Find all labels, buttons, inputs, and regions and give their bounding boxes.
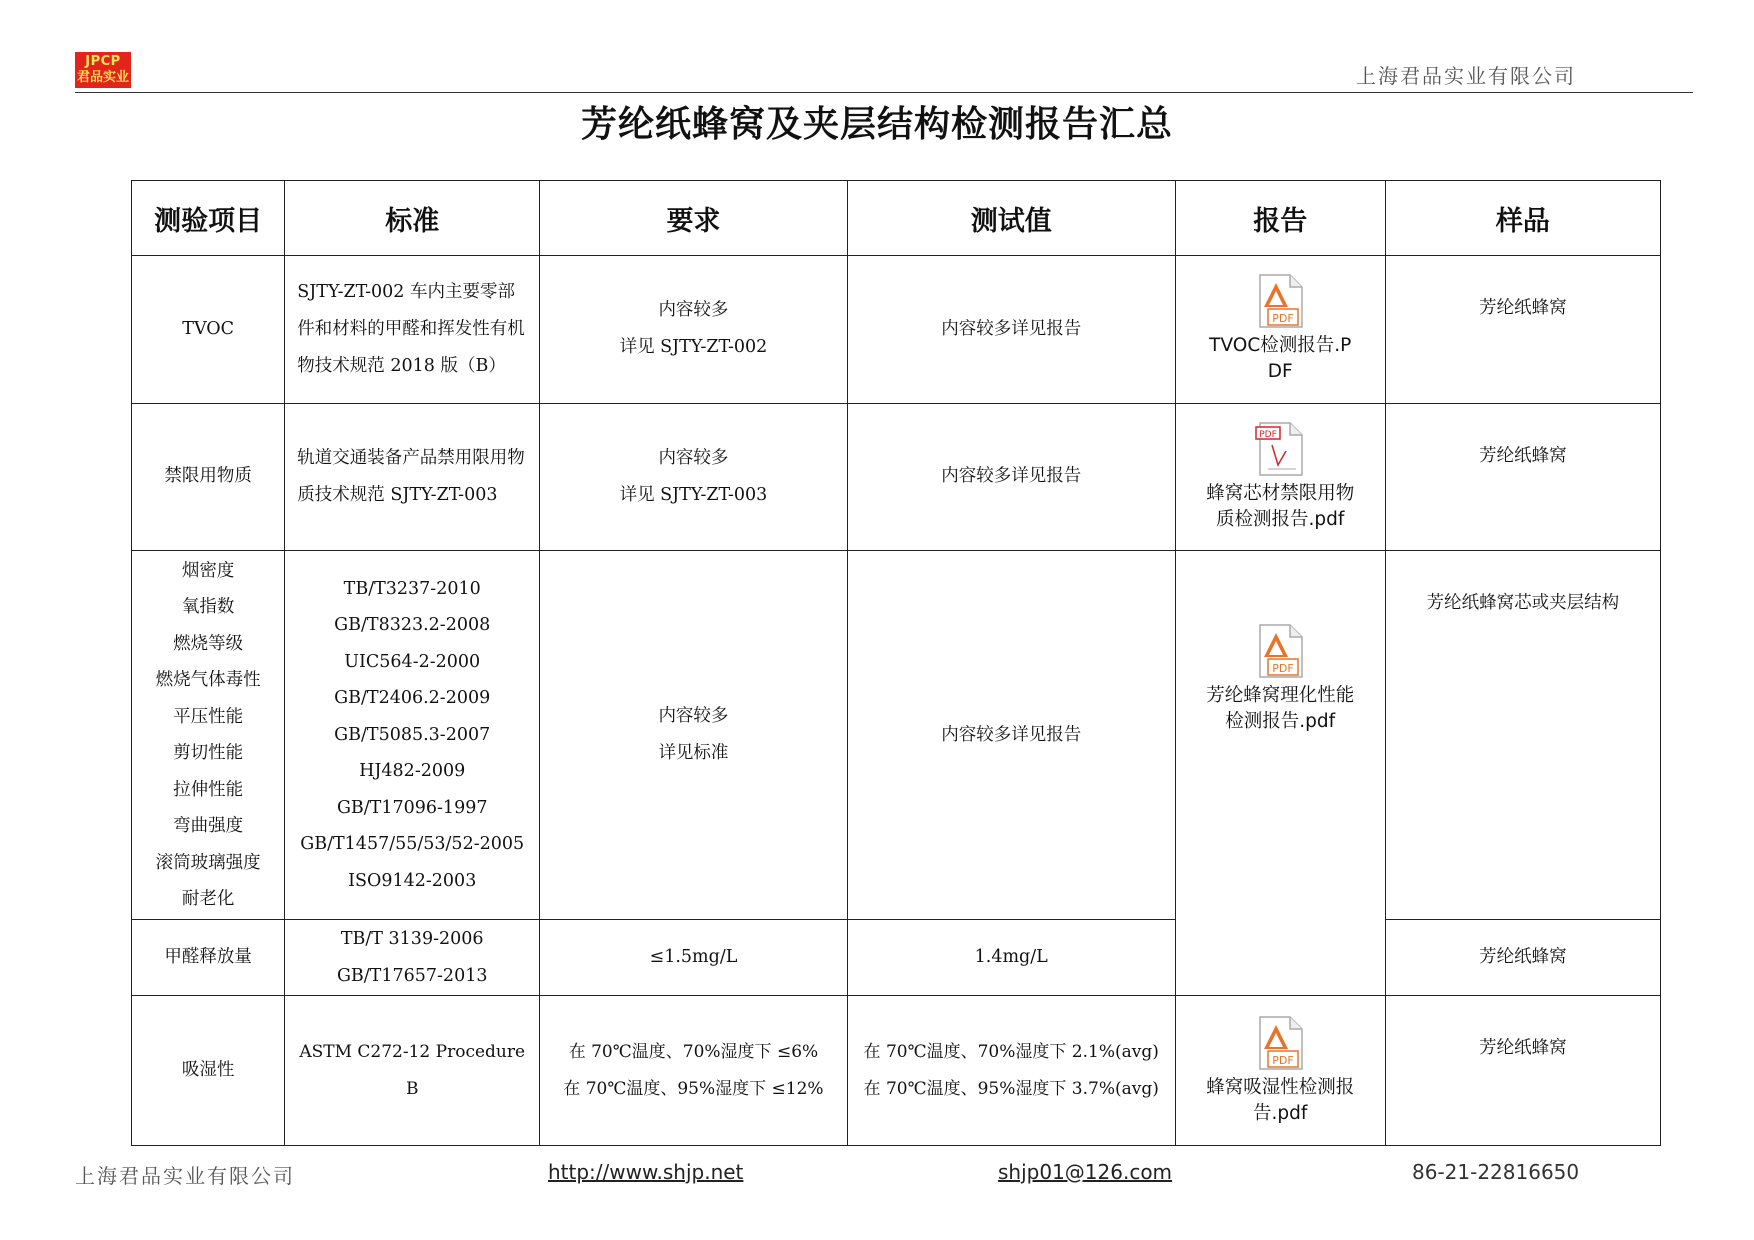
report-file-link[interactable]: 蜂窝芯材禁限用物 质检测报告.pdf — [1206, 482, 1355, 530]
logo-text-en: JPCP — [85, 54, 121, 69]
cell-requirement: 内容较多 详见标准 — [540, 551, 848, 920]
cell-report[interactable] — [1175, 551, 1385, 996]
cell-report[interactable] — [1175, 256, 1385, 404]
col-header-requirement: 要求 — [540, 181, 848, 256]
cell-item: 吸湿性 — [132, 996, 285, 1146]
cell-standard: SJTY-ZT-002 车内主要零部件和材料的甲醛和挥发性有机物技术规范 2018 版（B） — [285, 256, 540, 404]
svg-text:PDF: PDF — [1259, 429, 1278, 440]
cell-item: 甲醛释放量 — [132, 919, 285, 995]
cell-value: 内容较多详见报告 — [847, 551, 1175, 920]
report-file-link[interactable]: 蜂窝吸湿性检测报 告.pdf — [1206, 1076, 1355, 1124]
report-file-link[interactable]: TVOC检测报告.P DF — [1209, 335, 1352, 383]
table-header-row — [132, 181, 1661, 256]
cell-sample: 芳纶纸蜂窝 — [1385, 403, 1660, 551]
cell-report[interactable] — [1175, 403, 1385, 551]
table-row — [132, 919, 1661, 995]
svg-text:PDF: PDF — [1272, 1053, 1294, 1067]
col-header-sample: 样品 — [1385, 181, 1660, 256]
cell-standard: TB/T3237-2010 GB/T8323.2-2008 UIC564-2-2000 GB/T2406.2-2009 GB/T5085.3-2007 HJ482-2009 GB/T17096-1997 GB/T1457/55/53/52-2005 ISO9142-2003 — [285, 551, 540, 920]
cell-value: 内容较多详见报告 — [847, 256, 1175, 404]
pdf-file-icon[interactable] — [1254, 623, 1306, 679]
cell-requirement: 在 70℃温度、70%湿度下 ≤6% 在 70℃温度、95%湿度下 ≤12% — [540, 996, 848, 1146]
footer-company-name: 上海君品实业有限公司 — [75, 1164, 295, 1188]
svg-text:PDF: PDF — [1272, 312, 1294, 326]
col-header-report: 报告 — [1175, 181, 1385, 256]
test-report-table — [131, 180, 1661, 1146]
col-header-standard: 标准 — [285, 181, 540, 256]
cell-report[interactable] — [1175, 996, 1385, 1146]
cell-sample: 芳纶纸蜂窝 — [1385, 996, 1660, 1146]
cell-item: 烟密度 氧指数 燃烧等级 燃烧气体毒性 平压性能 剪切性能 拉伸性能 弯曲强度 滚筒玻璃强度 耐老化 — [132, 551, 285, 920]
header-company-name: 上海君品实业有限公司 — [1356, 64, 1576, 88]
pdf-file-icon[interactable] — [1254, 273, 1306, 329]
cell-requirement: 内容较多 详见 SJTY-ZT-003 — [540, 403, 848, 551]
cell-value: 在 70℃温度、70%湿度下 2.1%(avg) 在 70℃温度、95%湿度下 3.7%(avg) — [847, 996, 1175, 1146]
cell-sample: 芳纶纸蜂窝 — [1385, 919, 1660, 995]
cell-item: 禁限用物质 — [132, 403, 285, 551]
table-row — [132, 403, 1661, 551]
pdf-file-icon[interactable] — [1254, 421, 1306, 477]
cell-sample: 芳纶纸蜂窝 — [1385, 256, 1660, 404]
table-row — [132, 256, 1661, 404]
pdf-file-icon[interactable] — [1254, 1015, 1306, 1071]
cell-requirement: 内容较多 详见 SJTY-ZT-002 — [540, 256, 848, 404]
table-row — [132, 551, 1661, 920]
footer-website-link[interactable]: http://www.shjp.net — [548, 1160, 744, 1184]
logo-text-cn: 君品实业 — [76, 70, 129, 85]
page-title: 芳纶纸蜂窝及夹层结构检测报告汇总 — [580, 104, 1173, 145]
cell-value: 1.4mg/L — [847, 919, 1175, 995]
report-file-link[interactable]: 芳纶蜂窝理化性能 检测报告.pdf — [1206, 685, 1355, 733]
cell-value: 内容较多详见报告 — [847, 403, 1175, 551]
cell-sample: 芳纶纸蜂窝芯或夹层结构 — [1385, 551, 1660, 920]
cell-standard: 轨道交通装备产品禁用限用物质技术规范 SJTY-ZT-003 — [285, 403, 540, 551]
svg-text:PDF: PDF — [1272, 662, 1294, 676]
footer-phone: 86-21-22816650 — [1412, 1160, 1580, 1184]
header-divider — [75, 92, 1693, 93]
cell-standard: TB/T 3139-2006 GB/T17657-2013 — [285, 919, 540, 995]
footer-email-link[interactable]: shjp01@126.com — [998, 1160, 1173, 1184]
col-header-value: 测试值 — [847, 181, 1175, 256]
col-header-item: 测验项目 — [132, 181, 285, 256]
cell-standard: ASTM C272-12 Procedure B — [285, 996, 540, 1146]
table-row — [132, 996, 1661, 1146]
company-logo — [75, 52, 131, 88]
cell-item: TVOC — [132, 256, 285, 404]
cell-requirement: ≤1.5mg/L — [540, 919, 848, 995]
